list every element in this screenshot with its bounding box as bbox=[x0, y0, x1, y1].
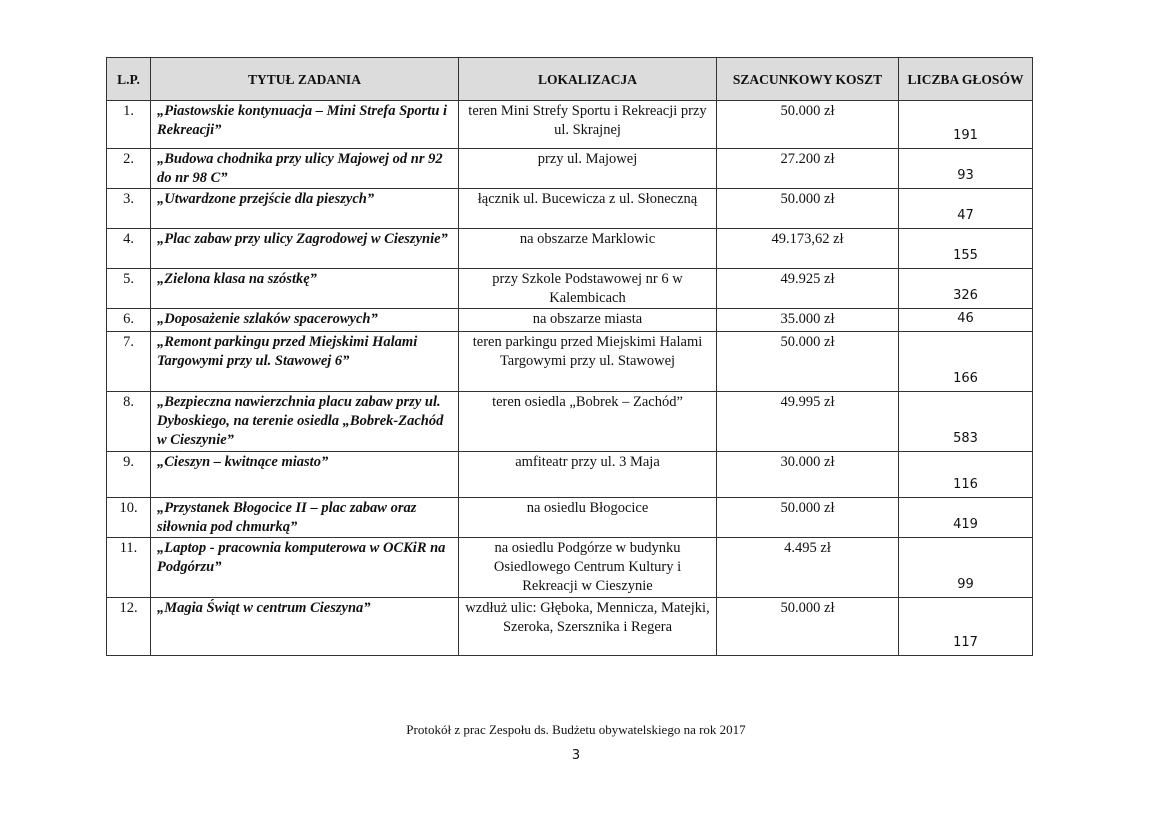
row-location: łącznik ul. Bucewicza z ul. Słoneczną bbox=[459, 189, 717, 229]
row-cost: 35.000 zł bbox=[717, 309, 899, 332]
row-votes: 419 bbox=[899, 498, 1033, 538]
table-row bbox=[107, 189, 1033, 229]
row-title: „Przystanek Błogocice II – plac zabaw oraz siłownia pod chmurką” bbox=[151, 498, 459, 538]
row-lp: 2. bbox=[107, 149, 151, 189]
row-votes: 117 bbox=[899, 598, 1033, 656]
table-row bbox=[107, 538, 1033, 598]
row-location: teren parkingu przed Miejskimi Halami Targowymi przy ul. Stawowej bbox=[459, 332, 717, 392]
row-cost: 27.200 zł bbox=[717, 149, 899, 189]
row-title: „Zielona klasa na szóstkę” bbox=[151, 269, 459, 309]
table-row bbox=[107, 332, 1033, 392]
row-cost: 4.495 zł bbox=[717, 538, 899, 598]
tasks-table bbox=[106, 57, 1033, 656]
row-cost: 50.000 zł bbox=[717, 598, 899, 656]
row-title: „Piastowskie kontynuacja – Mini Strefa Sportu i Rekreacji” bbox=[151, 101, 459, 149]
row-votes: 46 bbox=[899, 309, 1033, 332]
row-title: „Laptop - pracownia komputerowa w OCKiR na Podgórzu” bbox=[151, 538, 459, 598]
table-row bbox=[107, 269, 1033, 309]
row-cost: 50.000 zł bbox=[717, 101, 899, 149]
row-title: „Cieszyn – kwitnące miasto” bbox=[151, 452, 459, 498]
row-lp: 8. bbox=[107, 392, 151, 452]
row-title: „Plac zabaw przy ulicy Zagrodowej w Cieszynie” bbox=[151, 229, 459, 269]
row-lp: 1. bbox=[107, 101, 151, 149]
row-location: na obszarze Marklowic bbox=[459, 229, 717, 269]
row-location: przy Szkole Podstawowej nr 6 w Kalembicach bbox=[459, 269, 717, 309]
row-cost: 50.000 zł bbox=[717, 332, 899, 392]
header-location: LOKALIZACJA bbox=[459, 58, 717, 101]
row-cost: 49.925 zł bbox=[717, 269, 899, 309]
table-row bbox=[107, 598, 1033, 656]
table-row bbox=[107, 149, 1033, 189]
row-location: teren Mini Strefy Sportu i Rekreacji przy ul. Skrajnej bbox=[459, 101, 717, 149]
table-row bbox=[107, 452, 1033, 498]
header-cost: SZACUNKOWY KOSZT bbox=[717, 58, 899, 101]
row-lp: 12. bbox=[107, 598, 151, 656]
row-cost: 49.995 zł bbox=[717, 392, 899, 452]
row-votes: 116 bbox=[899, 452, 1033, 498]
row-location: przy ul. Majowej bbox=[459, 149, 717, 189]
row-lp: 5. bbox=[107, 269, 151, 309]
row-cost: 50.000 zł bbox=[717, 189, 899, 229]
row-title: „Bezpieczna nawierzchnia placu zabaw przy ul. Dyboskiego, na terenie osiedla „Bobrek-Zachód w Cieszynie” bbox=[151, 392, 459, 452]
row-lp: 6. bbox=[107, 309, 151, 332]
header-lp: L.P. bbox=[107, 58, 151, 101]
row-cost: 49.173,62 zł bbox=[717, 229, 899, 269]
header-votes: LICZBA GŁOSÓW bbox=[899, 58, 1033, 101]
table-row bbox=[107, 392, 1033, 452]
row-title: „Doposażenie szlaków spacerowych” bbox=[151, 309, 459, 332]
row-lp: 4. bbox=[107, 229, 151, 269]
footer-caption: Protokół z prac Zespołu ds. Budżetu obywatelskiego na rok 2017 bbox=[406, 722, 746, 737]
row-lp: 7. bbox=[107, 332, 151, 392]
row-cost: 50.000 zł bbox=[717, 498, 899, 538]
table-row bbox=[107, 101, 1033, 149]
row-location: amfiteatr przy ul. 3 Maja bbox=[459, 452, 717, 498]
row-title: „Remont parkingu przed Miejskimi Halami Targowymi przy ul. Stawowej 6” bbox=[151, 332, 459, 392]
row-votes: 47 bbox=[899, 189, 1033, 229]
table-row bbox=[107, 309, 1033, 332]
row-location: na obszarze miasta bbox=[459, 309, 717, 332]
row-cost: 30.000 zł bbox=[717, 452, 899, 498]
row-location: na osiedlu Podgórze w budynku Osiedlowego Centrum Kultury i Rekreacji w Cieszynie bbox=[459, 538, 717, 598]
row-lp: 3. bbox=[107, 189, 151, 229]
row-votes: 99 bbox=[899, 538, 1033, 598]
table-row bbox=[107, 229, 1033, 269]
header-title: TYTUŁ ZADANIA bbox=[151, 58, 459, 101]
table-row bbox=[107, 498, 1033, 538]
row-location: wzdłuż ulic: Głęboka, Mennicza, Matejki, Szeroka, Szersznika i Regera bbox=[459, 598, 717, 656]
page-number: 3 bbox=[571, 748, 581, 763]
row-location: na osiedlu Błogocice bbox=[459, 498, 717, 538]
row-lp: 11. bbox=[107, 538, 151, 598]
row-title: „Magia Świąt w centrum Cieszyna” bbox=[151, 598, 459, 656]
row-votes: 166 bbox=[899, 332, 1033, 392]
row-votes: 155 bbox=[899, 229, 1033, 269]
row-lp: 10. bbox=[107, 498, 151, 538]
row-votes: 326 bbox=[899, 269, 1033, 309]
row-location: teren osiedla „Bobrek – Zachód” bbox=[459, 392, 717, 452]
row-votes: 191 bbox=[899, 101, 1033, 149]
row-lp: 9. bbox=[107, 452, 151, 498]
row-votes: 583 bbox=[899, 392, 1033, 452]
row-votes: 93 bbox=[899, 149, 1033, 189]
table-header-row bbox=[107, 58, 1033, 101]
row-title: „Budowa chodnika przy ulicy Majowej od nr 92 do nr 98 C” bbox=[151, 149, 459, 189]
row-title: „Utwardzone przejście dla pieszych” bbox=[151, 189, 459, 229]
